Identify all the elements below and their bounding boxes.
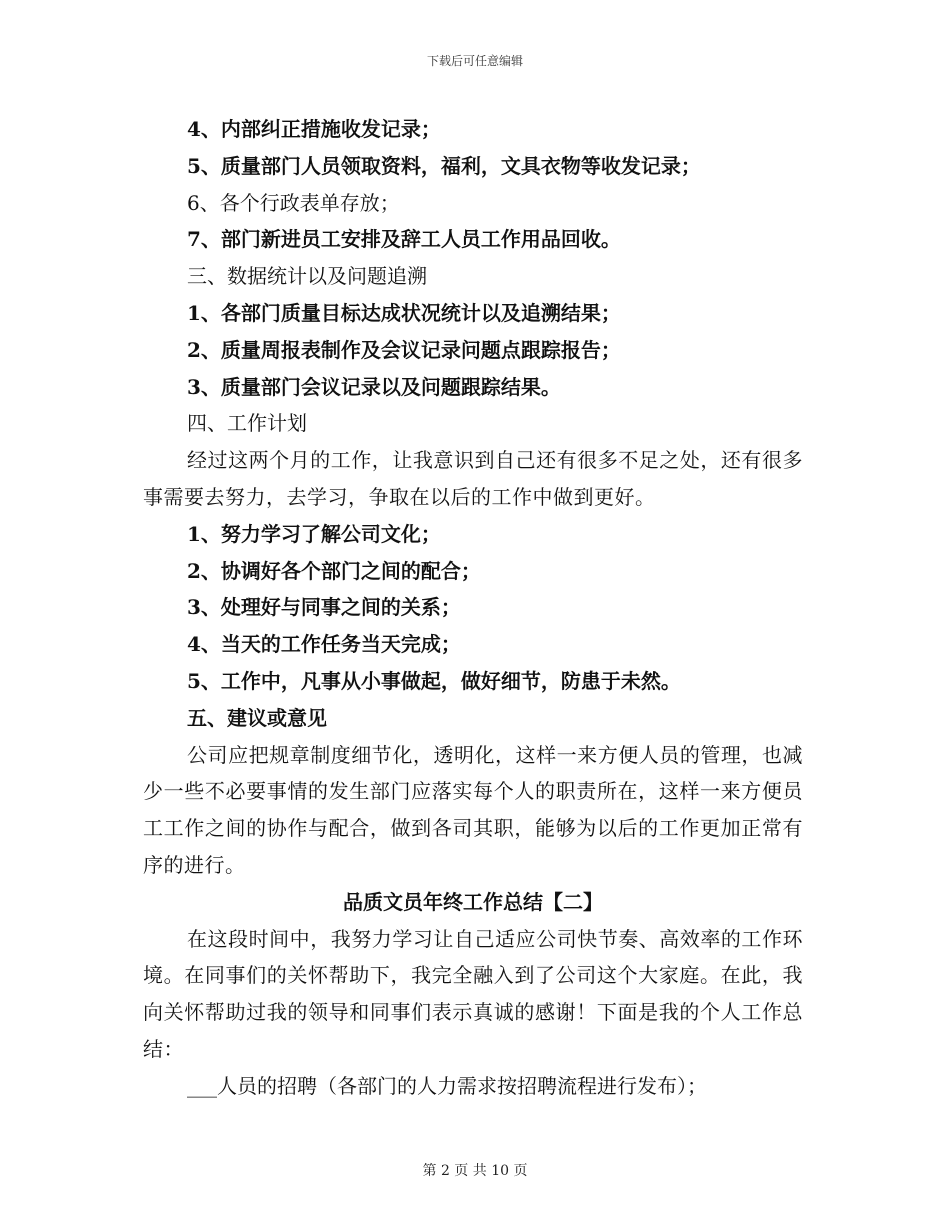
list-item: 2、协调好各个部门之间的配合； xyxy=(187,558,481,583)
section-heading: 三、数据统计以及问题追溯 xyxy=(187,264,427,289)
page-footer: 第 2 页 共 10 页 xyxy=(422,1163,528,1179)
list-item: 6、各个行政表单存放； xyxy=(187,190,400,215)
list-item: 5、工作中，凡事从小事做起，做好细节，防患于未然。 xyxy=(187,668,681,693)
paragraph: 经过这两个月的工作，让我意识到自己还有很多不足之处，还有很多事需要去努力，去学习，争取在以后的工作中做到更好。 xyxy=(143,448,803,509)
paragraph: 在这段时间中，我努力学习让自己适应公司快节奏、高效率的工作环境。在同事们的关怀帮助下，我完全融入到了公司这个大家庭。在此，我向关怀帮助过我的领导和同事们表示真诚的感谢！下面是我的个人工作总结： xyxy=(143,926,803,1061)
list-item: 1、各部门质量目标达成状况统计以及追溯结果； xyxy=(187,300,621,325)
list-item: 2、质量周报表制作及会议记录问题点跟踪报告； xyxy=(187,337,621,362)
list-item: 7、部门新进员工安排及辞工人员工作用品回收。 xyxy=(187,227,621,252)
list-item: 4、内部纠正措施收发记录； xyxy=(187,117,441,141)
list-item: 5、质量部门人员领取资料，福利，文具衣物等收发记录； xyxy=(187,153,701,178)
list-item: ___人员的招聘（各部门的人力需求按招聘流程进行发布）； xyxy=(187,1073,707,1098)
list-item: 4、当天的工作任务当天完成； xyxy=(187,632,461,657)
section-heading: 四、工作计划 xyxy=(187,411,307,436)
list-item: 1、努力学习了解公司文化； xyxy=(187,521,441,546)
section-title: 品质文员年终工作总结【二】 xyxy=(343,889,603,914)
paragraph: 公司应把规章制度细节化，透明化，这样一来方便人员的管理，也减少一些不必要事情的发生部门应落实每个人的职责所在，这样一来方便员工工作之间的协作与配合，做到各司其职，能够为以后的工作更加正常有序的进行。 xyxy=(143,742,803,877)
list-item: 3、处理好与同事之间的关系； xyxy=(187,595,461,620)
document-body xyxy=(143,111,803,1105)
page-header: 下载后可任意编辑 xyxy=(426,54,523,68)
section-heading: 五、建议或意见 xyxy=(187,705,327,730)
list-item: 3、质量部门会议记录以及问题跟踪结果。 xyxy=(187,374,561,399)
